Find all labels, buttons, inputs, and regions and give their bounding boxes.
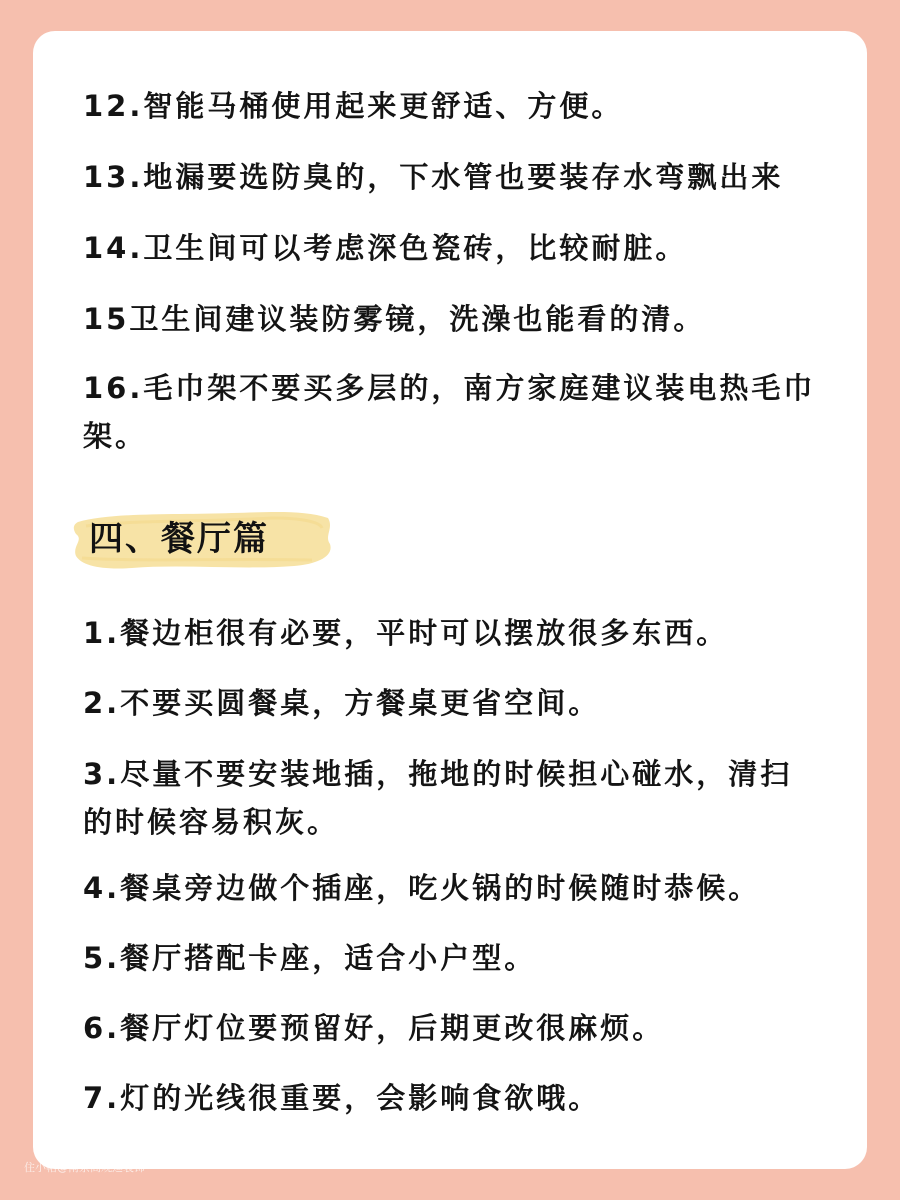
dining-tip-6: 6.餐厅灯位要预留好，后期更改很麻烦。 <box>83 1011 665 1045</box>
dining-tip-5: 5.餐厅搭配卡座，适合小户型。 <box>83 941 537 975</box>
content-card <box>33 31 867 1169</box>
bathroom-tip-12: 12.智能马桶使用起来更舒适、方便。 <box>83 89 624 123</box>
section-title: 四、餐厅篇 <box>89 519 269 559</box>
dining-tip-2: 2.不要买圆餐桌，方餐桌更省空间。 <box>83 686 601 720</box>
bathroom-tip-15: 15卫生间建议装防雾镜，洗澡也能看的清。 <box>83 302 706 336</box>
watermark: 住小帖@南京高观逗装饰 <box>24 1161 145 1174</box>
dining-tip-3: 3.尽量不要安装地插，拖地的时候担心碰水，清扫的时候容易积灰。 <box>83 757 793 839</box>
dining-tip-1: 1.餐边柜很有必要，平时可以摆放很多东西。 <box>83 616 729 650</box>
bathroom-tip-13: 13.地漏要选防臭的，下水管也要装存水弯飘出来 <box>83 160 784 194</box>
section-heading <box>72 506 334 572</box>
dining-tip-4: 4.餐桌旁边做个插座，吃火锅的时候随时恭候。 <box>83 871 761 905</box>
bathroom-tip-16: 16.毛巾架不要买多层的，南方家庭建议装电热毛巾架。 <box>83 371 816 453</box>
bathroom-tip-14: 14.卫生间可以考虑深色瓷砖，比较耐脏。 <box>83 231 688 265</box>
dining-tip-7: 7.灯的光线很重要，会影响食欲哦。 <box>83 1081 601 1115</box>
